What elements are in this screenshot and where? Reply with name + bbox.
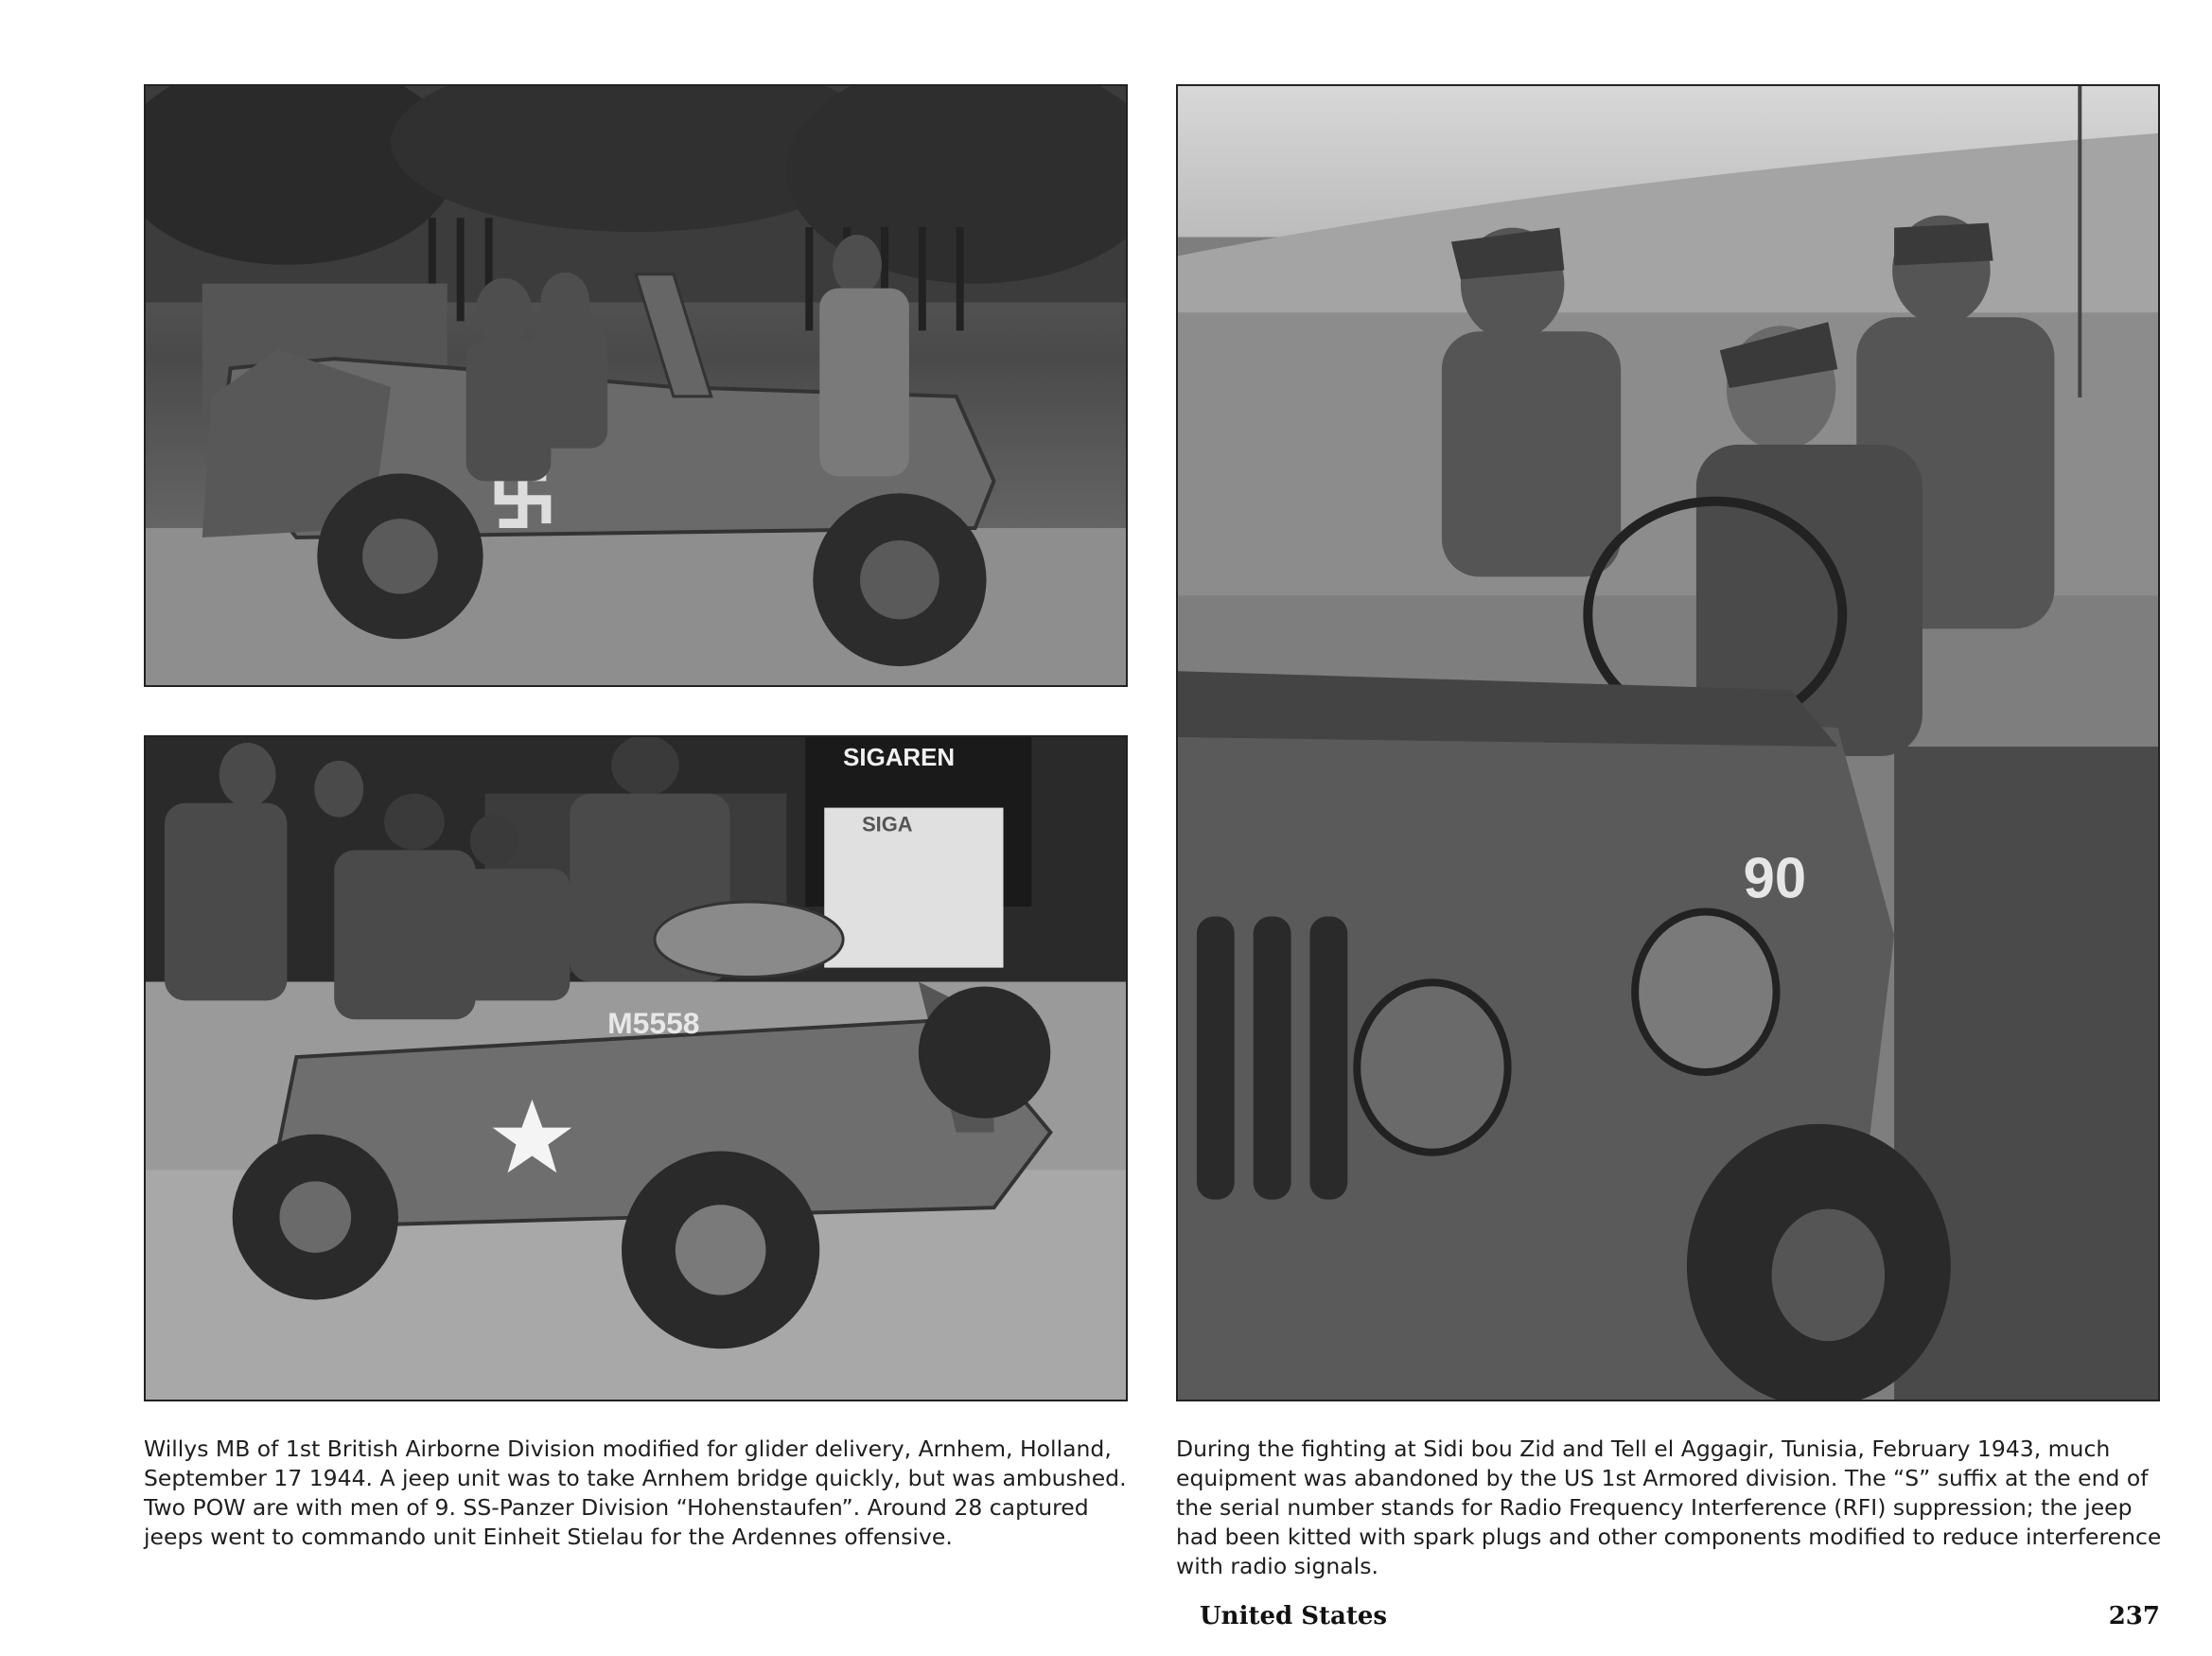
photo-jeep-swastika-image [146,86,1126,685]
running-footer-section: United States [1200,1602,1388,1630]
page-number: 237 [2108,1602,2160,1630]
photo-jeep-star [144,735,1128,1401]
photo-jeep-star-image [146,737,1126,1400]
photo-soldiers-in-jeep [1176,84,2160,1401]
hood-marking-text: 90 [1743,846,1807,910]
shop-window-text: SIGA [862,812,913,837]
photo-soldiers-in-jeep-image [1178,86,2158,1400]
jeep-serial-text: M5558 [607,1006,700,1041]
caption-right: During the fighting at Sidi bou Zid and Tell el Aggagir, Tunisia, February 1943, much equipment was abandoned by the US 1st Armored division. The “S” suffix at the end of the serial number stands for Radio Frequency Interference (RFI) suppression; the jeep had been kitted with spark plugs and other components modified to reduce interference with radio signals. [1176,1436,2162,1579]
shop-sign-text: SIGAREN [843,744,956,771]
caption-left: Willys MB of 1st British Airborne Division modified for glider delivery, Arnhem, Holland, September 17 1944. A jeep unit was to take Arnhem bridge quickly, but was ambushed. Two POW are with men of 9. SS-Panzer Division “Hohenstaufen”. Around 28 captured jeeps went to commando unit Einheit Stielau for the Ardennes offensive. [144,1436,1127,1550]
photo-jeep-swastika [144,84,1128,687]
